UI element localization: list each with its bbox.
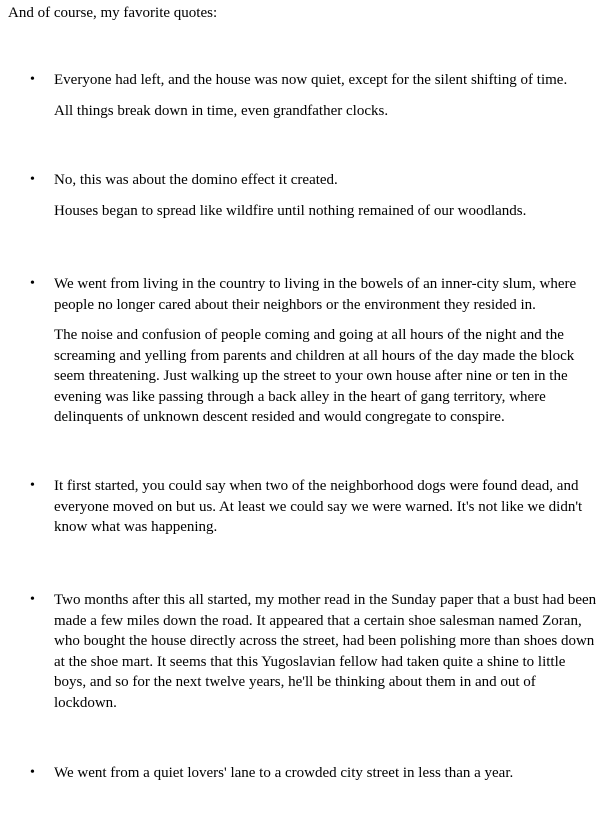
quote-text: No, this was about the domino effect it created. <box>54 172 338 188</box>
quote-text: It first started, you could say when two of the neighborhood dogs were found dead, and everyone moved on but us. At least we could say we were warned. It's not like we didn't know what was happening. <box>54 478 583 535</box>
bullet-icon: • <box>30 478 35 493</box>
quote-text: Two months after this all started, my mother read in the Sunday paper that a bust had been made a few miles down the road. It appeared that a certain shoe salesman named Zoran, who bought the house directly across the street, had been polishing more than shoes down at the shoe mart. It seems that this Yugoslavian fellow had taken quite a shine to little boys, and so for the next twelve years, he'll be thinking about them in and out of lockdown. <box>54 592 597 711</box>
quote-item <box>30 763 599 784</box>
quote-item <box>30 590 599 713</box>
quote-item <box>30 70 599 121</box>
bullet-icon: • <box>30 765 35 780</box>
quote-item <box>30 274 599 428</box>
quote-followup-text: The noise and confusion of people coming and going at all hours of the night and the screaming and yelling from parents and children at all hours of the day made the block seem threatening. Just walking up the street to your own house after nine or ten in the evening was like passing through a back alley in the heart of gang territory, where delinquents of unknown descent resided and would congregate to conspire. <box>54 327 575 425</box>
bullet-icon: • <box>30 592 35 607</box>
bullet-icon: • <box>30 72 35 87</box>
bullet-icon: • <box>30 172 35 187</box>
bullet-icon: • <box>30 276 35 291</box>
quote-text: We went from a quiet lovers' lane to a crowded city street in less than a year. <box>54 765 514 781</box>
quote-followup-text: All things break down in time, even grandfather clocks. <box>54 102 389 119</box>
quote-followup-text: Houses began to spread like wildfire until nothing remained of our woodlands. <box>54 202 527 219</box>
quote-item <box>30 476 599 538</box>
quote-item <box>30 170 599 221</box>
quote-text: Everyone had left, and the house was now quiet, except for the silent shifting of time. <box>54 72 568 88</box>
quote-text: We went from living in the country to living in the bowels of an inner-city slum, where people no longer cared about their neighbors or the environment they resided in. <box>54 276 577 313</box>
intro-text: And of course, my favorite quotes: <box>8 5 218 21</box>
